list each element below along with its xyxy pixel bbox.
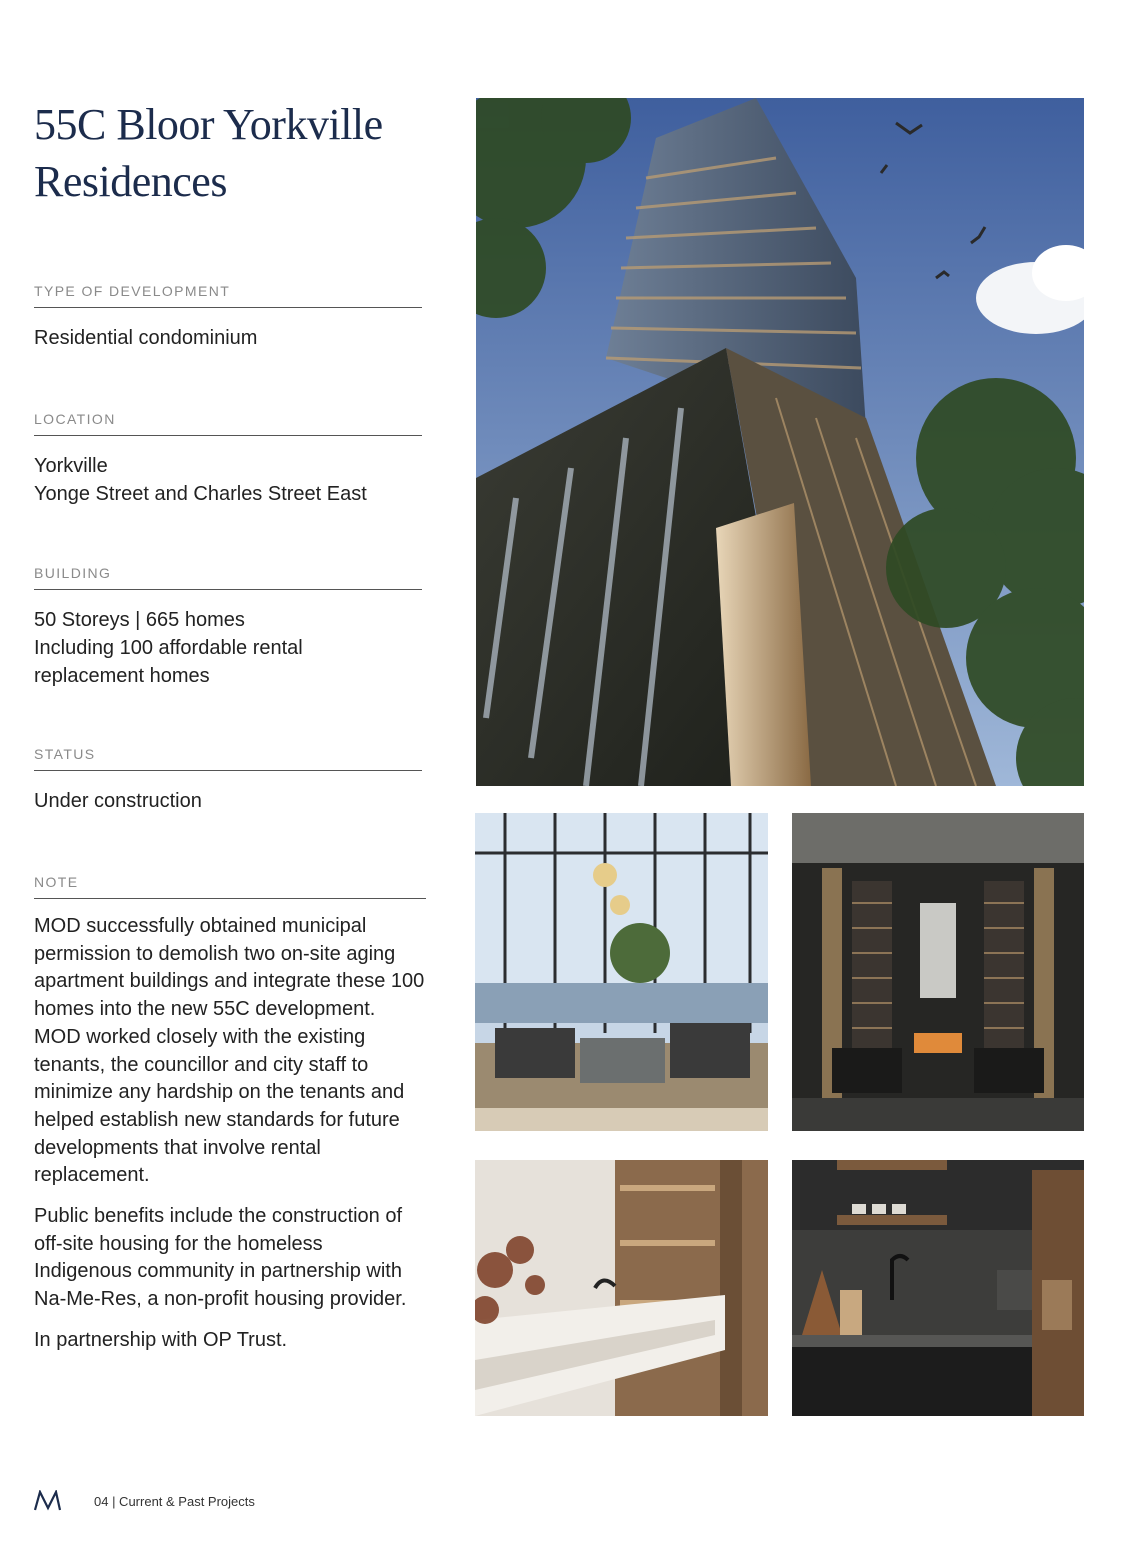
- section-value: [34, 606, 422, 690]
- section-value: [34, 324, 422, 352]
- section-location: [34, 412, 422, 508]
- building-line-3: replacement homes: [34, 665, 210, 687]
- building-line-1: 50 Storeys | 665 homes: [34, 609, 245, 631]
- section-label: TYPE OF DEVELOPMENT: [34, 284, 422, 308]
- section-label: BUILDING: [34, 566, 422, 590]
- bathroom-interior-photo: [475, 1160, 768, 1416]
- note-body: [34, 913, 426, 1355]
- section-note: [34, 875, 426, 1368]
- status-value: Under construction: [34, 790, 202, 812]
- note-paragraph: In partnership with OP Trust.: [34, 1328, 288, 1351]
- title-line-2: Residences: [34, 157, 227, 206]
- title-line-1: 55C Bloor Yorkville: [34, 100, 383, 149]
- lobby-interior-photo: [792, 813, 1084, 1131]
- lounge-interior-photo: [475, 813, 768, 1131]
- section-status: [34, 747, 422, 815]
- page-title: [34, 96, 454, 210]
- tower-exterior-photo: [476, 98, 1084, 786]
- section-label: NOTE: [34, 875, 426, 899]
- note-paragraph: Public benefits include the construction of off-site housing for the homeless Indigenous community in partnership with Na-Me-Res, a non-profit housing provider.: [34, 1205, 407, 1311]
- kitchen-interior-photo: [792, 1160, 1084, 1416]
- section-building: [34, 566, 422, 690]
- section-label: STATUS: [34, 747, 422, 771]
- type-value: Residential condominium: [34, 327, 258, 349]
- section-label: LOCATION: [34, 412, 422, 436]
- location-line-1: Yorkville: [34, 455, 108, 477]
- building-line-2: Including 100 affordable rental: [34, 637, 303, 659]
- note-paragraph: MOD successfully obtained municipal permission to demolish two on-site aging apartment buildings and integrate these 100 homes into the new 55C development. MOD worked closely with the existing tenants, the councillor and city staff to minimize any hardship on the tenants and helped establish new standards for future developments that involve rental replacement.: [34, 915, 425, 1187]
- section-value: [34, 787, 422, 815]
- location-line-2: Yonge Street and Charles Street East: [34, 483, 367, 505]
- footer-page-label: 04 | Current & Past Projects: [94, 1494, 255, 1509]
- section-value: [34, 452, 422, 508]
- m-logo-icon: [34, 1490, 62, 1512]
- section-type-of-development: [34, 284, 422, 352]
